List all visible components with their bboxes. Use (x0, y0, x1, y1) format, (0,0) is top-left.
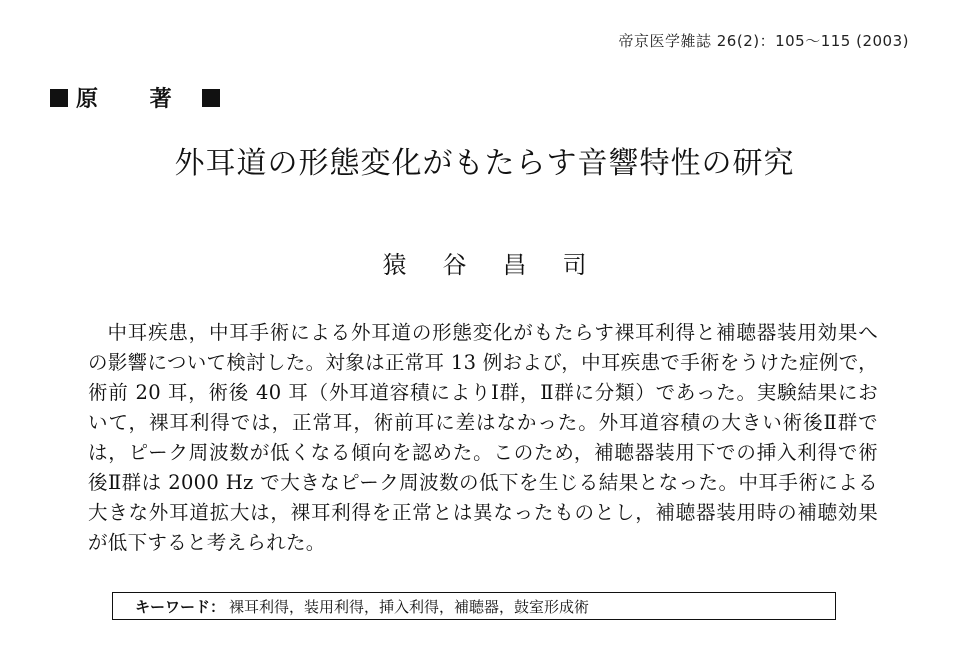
keywords-box (112, 592, 836, 620)
abstract-text: 中耳疾患，中耳手術による外耳道の形態変化がもたらす裸耳利得と補聴器装用効果への影響について検討した。対象は正常耳 13 例および，中耳疾患で手術をうけた症例で，術前 20 耳，術後 40 耳（外耳道容積によりⅠ群，Ⅱ群に分類）であった。実験結果において，裸耳利得では，正常耳，術前耳に差はなかった。外耳道容積の大きい術後Ⅱ群では，ピーク周波数が低くなる傾向を認めた。このため，補聴器装用下での挿入利得で術後Ⅱ群は 2000 Hz で大きなピーク周波数の低下を生じる結果となった。中耳手術による大きな外耳道拡大は，裸耳利得を正常とは異なったものとし，補聴器装用時の補聴効果が低下すると考えられた。 (88, 321, 878, 554)
journal-citation: 帝京医学雑誌 26(2)：105〜115 (2003) (618, 32, 909, 50)
keywords-list: 裸耳利得，装用利得，挿入利得，補聴器，鼓室形成術 (229, 597, 590, 616)
author-name: 猿谷昌司 (382, 251, 623, 279)
paper-title: 外耳道の形態変化がもたらす音響特性の研究 (174, 146, 795, 181)
keywords-label: キーワード： (135, 597, 226, 616)
article-type-heading (50, 82, 220, 113)
square-marker-icon (50, 89, 68, 107)
article-type-label: 原 著 (76, 87, 194, 112)
square-marker-icon (202, 89, 220, 107)
